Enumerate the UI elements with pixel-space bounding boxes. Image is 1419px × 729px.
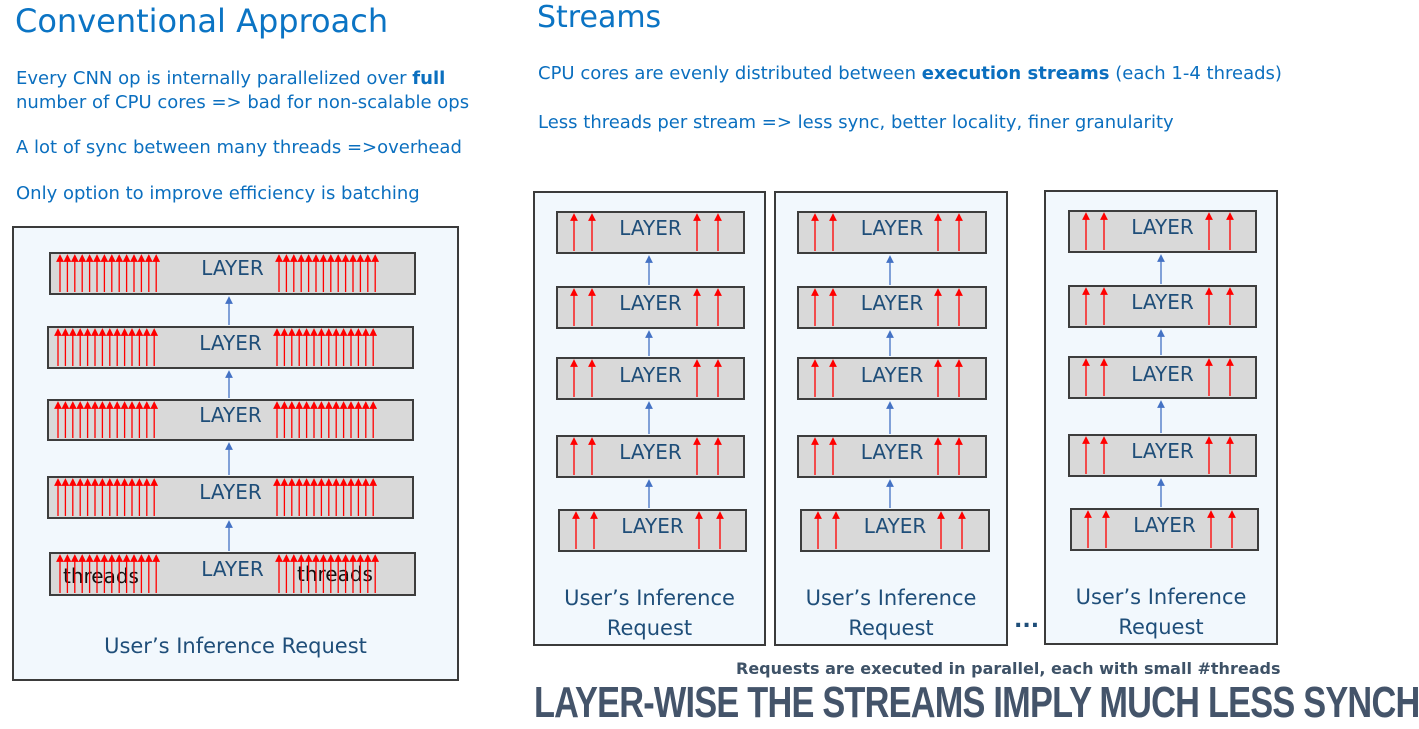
more-streams-ellipsis: ... bbox=[1014, 608, 1040, 633]
conv-threads-label-right: threads bbox=[297, 562, 373, 586]
stream-1-caption-line1: User’s Inference bbox=[564, 586, 735, 610]
s1-layer-4-label: LAYER bbox=[619, 291, 682, 315]
s3-layer-4-label: LAYER bbox=[1131, 290, 1194, 314]
streams-para-1-a: CPU cores are evenly distributed between bbox=[538, 63, 922, 84]
streams-title: Streams bbox=[537, 0, 662, 35]
stream-3-caption-line2: Request bbox=[1118, 615, 1204, 639]
stream-3-caption-line1: User’s Inference bbox=[1075, 585, 1247, 609]
conv-layer-3-label: LAYER bbox=[199, 403, 262, 427]
s3-layer-3-label: LAYER bbox=[1131, 362, 1194, 386]
s1-layer-2-label: LAYER bbox=[619, 440, 682, 464]
conventional-para-1-c: number of CPU cores => bad for non-scalable ops bbox=[16, 92, 470, 113]
conventional-caption: User’s Inference Request bbox=[104, 634, 367, 658]
s3-layer-5-label: LAYER bbox=[1131, 215, 1194, 239]
conventional-para-1-bold: full bbox=[412, 68, 446, 89]
streams-para-1-bold: execution streams bbox=[921, 63, 1110, 84]
stream-2-caption-line2: Request bbox=[848, 616, 934, 640]
s3-layer-1-label: LAYER bbox=[1133, 513, 1196, 537]
stream-2-caption-line1: User’s Inference bbox=[805, 586, 977, 610]
bottom-title: LAYER-WISE THE STREAMS IMPLY MUCH LESS SYNCH bbox=[534, 678, 1419, 727]
thread-arrows bbox=[58, 216, 1232, 593]
s2-layer-3-label: LAYER bbox=[860, 363, 924, 387]
conventional-title: Conventional Approach bbox=[15, 2, 389, 40]
s2-layer-5-label: LAYER bbox=[860, 216, 924, 240]
s2-layer-1-label: LAYER bbox=[863, 514, 927, 538]
conventional-para-1-a: Every CNN op is internally parallelized over bbox=[16, 68, 413, 89]
conv-layer-1-label: LAYER bbox=[201, 557, 264, 581]
s2-layer-2-label: LAYER bbox=[860, 440, 924, 464]
conv-layer-5-label: LAYER bbox=[201, 256, 264, 280]
s1-layer-3-label: LAYER bbox=[619, 363, 682, 387]
streams-para-2: Less threads per stream => less sync, better locality, finer granularity bbox=[538, 112, 1174, 133]
s1-layer-5-label: LAYER bbox=[619, 216, 682, 240]
s1-layer-1-label: LAYER bbox=[621, 514, 684, 538]
layer-flow-arrows bbox=[229, 258, 1161, 551]
conv-threads-label-left: threads bbox=[63, 564, 139, 588]
streams-para-1-c: (each 1-4 threads) bbox=[1109, 63, 1282, 84]
conventional-para-3: Only option to improve efficiency is batching bbox=[16, 183, 420, 204]
conv-layer-2-label: LAYER bbox=[199, 480, 262, 504]
conv-layer-4-label: LAYER bbox=[199, 331, 262, 355]
streams-note: Requests are executed in parallel, each with small #threads bbox=[736, 659, 1281, 678]
conventional-para-2: A lot of sync between many threads =>overhead bbox=[16, 137, 462, 158]
stream-1-caption-line2: Request bbox=[606, 616, 693, 640]
s3-layer-2-label: LAYER bbox=[1131, 439, 1194, 463]
s2-layer-4-label: LAYER bbox=[860, 291, 924, 315]
